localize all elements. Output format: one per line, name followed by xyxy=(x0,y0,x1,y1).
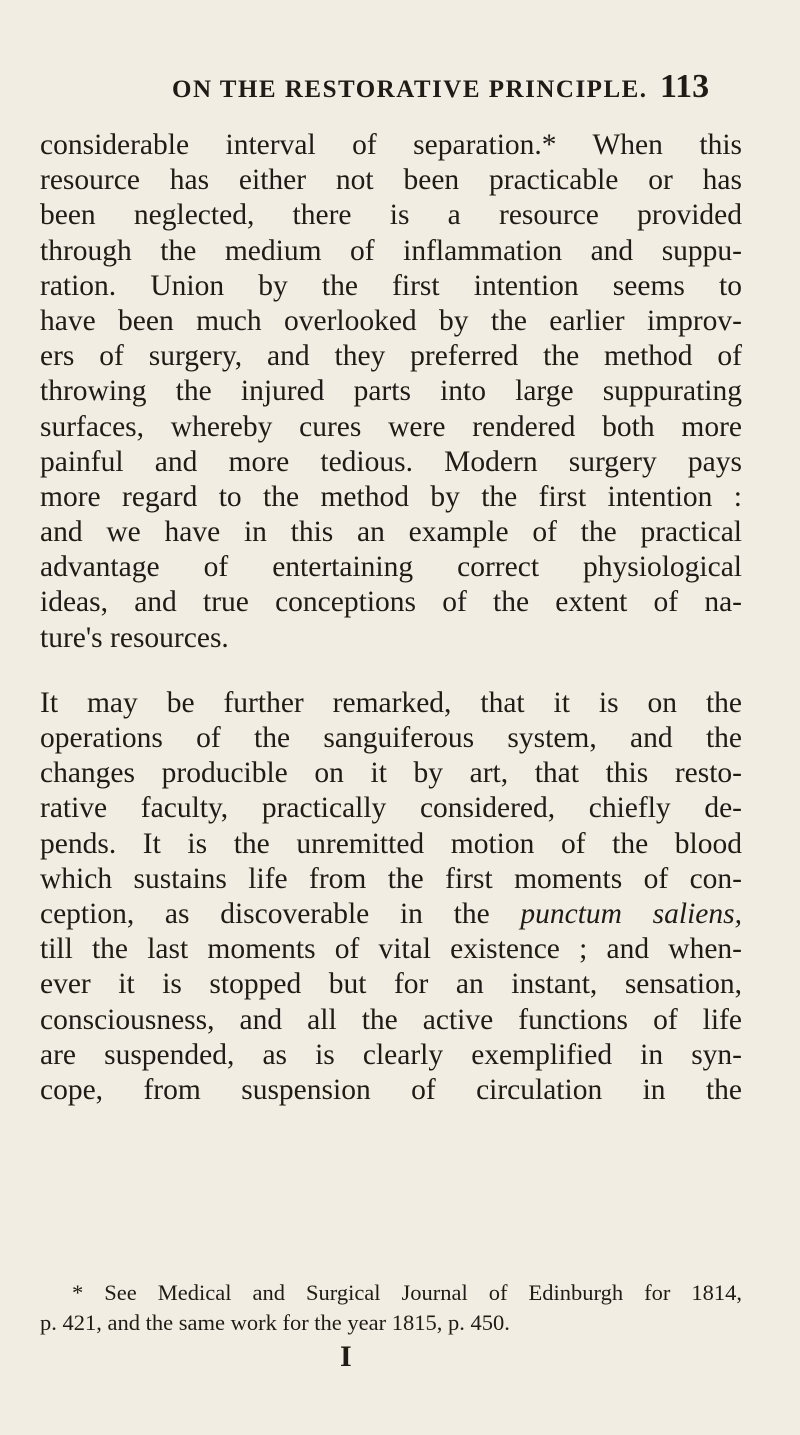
text-line: changes producible on it by art, that this resto- xyxy=(40,757,742,790)
text-line: operations of the sanguiferous system, and the xyxy=(40,722,742,754)
text-line: which sustains life from the first moments of con- xyxy=(40,862,742,895)
latin-term: punctum saliens, xyxy=(520,897,742,930)
running-title: ON THE RESTORATIVE PRINCIPLE. xyxy=(172,76,648,103)
text-line: cope, from suspension of circulation in the xyxy=(40,1073,742,1106)
paragraph-2 xyxy=(40,686,742,1108)
text-line: ers of surgery, and they preferred the method of xyxy=(40,340,742,373)
footnote-line: p. 421, and the same work for the year 1815, p. 450. xyxy=(40,1310,510,1335)
text-line: resource has either not been practicable or has xyxy=(40,164,742,197)
text-line: and we have in this an example of the practical xyxy=(40,516,742,549)
paragraph-1 xyxy=(40,128,742,656)
text-line: been neglected, there is a resource provided xyxy=(40,199,742,232)
text-segment: ception, as discoverable in the xyxy=(40,897,521,930)
page-number: 113 xyxy=(660,68,710,105)
text-line: ture's resources. xyxy=(40,621,229,654)
signature-mark: I xyxy=(340,1340,352,1373)
text-line: considerable interval of separation.* When this xyxy=(40,129,742,161)
text-line: rative faculty, practically considered, chiefly de- xyxy=(40,792,742,825)
footnote-line: * See Medical and Surgical Journal of Edinburgh for 1814, xyxy=(72,1280,742,1305)
text-line: through the medium of inflammation and suppu- xyxy=(40,234,742,267)
text-line: advantage of entertaining correct physiological xyxy=(40,551,742,584)
text-line: are suspended, as is clearly exemplified in syn- xyxy=(40,1038,742,1071)
text-line: pends. It is the unremitted motion of the blood xyxy=(40,827,742,860)
text-line: surfaces, whereby cures were rendered both more xyxy=(40,410,742,443)
text-line: consciousness, and all the active functions of life xyxy=(40,1003,742,1036)
text-line: It may be further remarked, that it is on the xyxy=(40,686,742,719)
text-line: throwing the injured parts into large suppurating xyxy=(40,375,742,408)
page-header xyxy=(0,66,800,110)
text-line: ever it is stopped but for an instant, sensation, xyxy=(40,968,742,1001)
text-line: more regard to the method by the first intention : xyxy=(40,480,742,513)
text-line: ration. Union by the first intention seems to xyxy=(40,269,742,302)
text-line: have been much overlooked by the earlier improv- xyxy=(40,304,742,337)
footnote xyxy=(40,1278,742,1338)
text-line xyxy=(40,897,742,932)
body-text xyxy=(40,128,742,1138)
text-line: ideas, and true conceptions of the extent of na- xyxy=(40,586,742,619)
text-line: till the last moments of vital existence ; and when- xyxy=(40,933,742,966)
text-line: painful and more tedious. Modern surgery pays xyxy=(40,445,742,478)
